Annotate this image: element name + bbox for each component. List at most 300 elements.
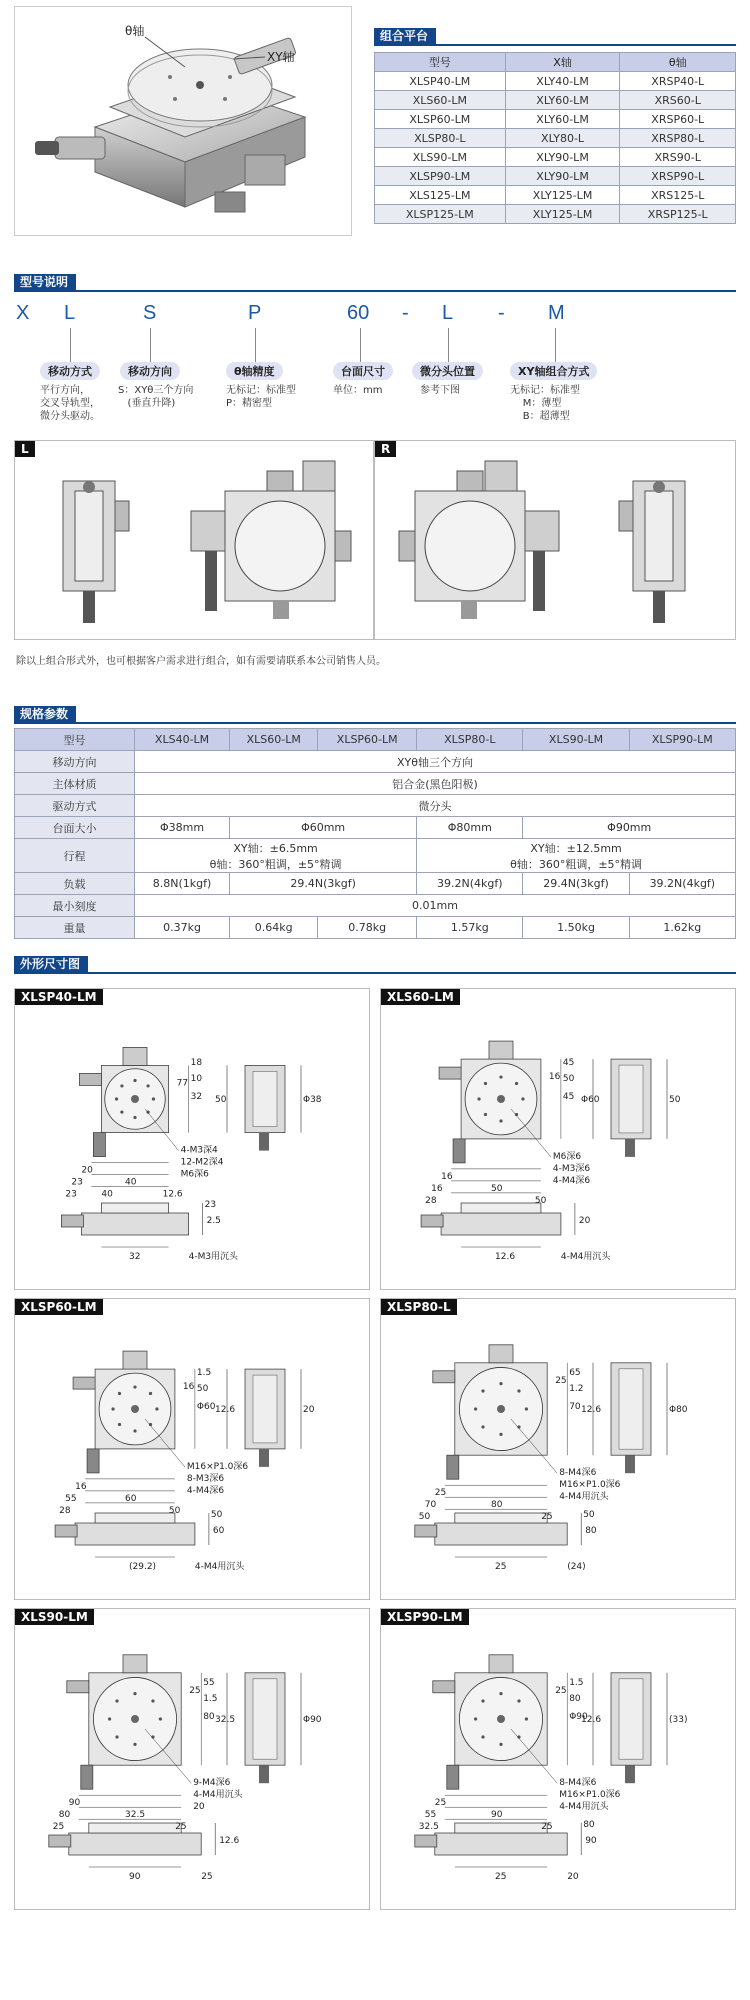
tapped-hole	[118, 1423, 121, 1426]
tapped-hole	[133, 1079, 136, 1082]
dimension-label: 80	[203, 1712, 215, 1722]
desc-move-method: 平行方向， 交叉导轨型， 微分头驱动。	[40, 385, 100, 422]
combo-table	[374, 52, 736, 224]
table-cell: 铝合金(黑色阳极)	[135, 773, 736, 795]
tapped-hole	[525, 1407, 528, 1410]
dimension-label: Φ80	[669, 1405, 688, 1415]
dimension-label: 77	[176, 1078, 189, 1089]
spec-col-header: XLS60-LM	[230, 729, 318, 751]
dimension-label: 4-M4用沉头	[560, 1252, 611, 1262]
dimension-panel-title: XLSP80-L	[381, 1299, 457, 1315]
micrometer-head	[447, 1455, 459, 1479]
dimension-label: 25	[434, 1798, 447, 1809]
theta-knob	[123, 1047, 147, 1065]
spec-title-underline	[14, 722, 736, 724]
side-detail	[619, 1369, 643, 1449]
table-row	[15, 751, 736, 773]
dimension-label: 2.5	[206, 1216, 221, 1226]
dimension-label: 80	[491, 1500, 503, 1511]
dimension-label: 45	[562, 1058, 575, 1068]
dimension-label: 20	[81, 1165, 93, 1176]
micrometer-head	[415, 1525, 437, 1537]
table-cell: Φ60mm	[230, 817, 417, 839]
micrometer-head	[447, 1765, 459, 1789]
connector-line	[360, 328, 361, 362]
spec-col-header: XLSP90-LM	[629, 729, 735, 751]
row-label: 重量	[15, 917, 135, 939]
dimension-label: M16×P1.0深6	[559, 1790, 621, 1801]
table-cell: 0.78kg	[318, 917, 417, 939]
dims-title-underline	[14, 972, 736, 974]
dimension-label: 25	[541, 1512, 553, 1523]
micrometer-head	[87, 1449, 99, 1473]
dimension-label: 12.6	[162, 1189, 183, 1200]
dimension-label: 12-M2深4	[180, 1157, 224, 1168]
dimension-label: 25	[555, 1375, 567, 1386]
table-cell: XLSP40-LM	[375, 72, 506, 91]
front-table	[455, 1823, 547, 1833]
dimension-label: 9-M4深6	[193, 1778, 231, 1789]
spec-table	[14, 728, 736, 939]
model-section-title: 型号说明	[14, 274, 76, 290]
dimension-label: 80	[585, 1526, 597, 1536]
tapped-hole	[499, 1075, 502, 1078]
dimension-drawing	[381, 989, 735, 1289]
table-cell: XLS125-LM	[375, 186, 506, 205]
tapped-hole	[517, 1389, 520, 1392]
dimension-drawing	[381, 1299, 735, 1599]
tapped-hole	[477, 1097, 480, 1100]
side-detail	[619, 1679, 643, 1759]
table-cell: XRSP90-L	[620, 167, 736, 186]
stage-front-view	[69, 1833, 201, 1855]
table-cell: Φ90mm	[523, 817, 736, 839]
product-image-box	[14, 6, 352, 236]
tapped-hole	[515, 1082, 518, 1085]
table-cell: Φ38mm	[135, 817, 230, 839]
dimension-label: 1.5	[196, 1368, 212, 1378]
dimension-label: 20	[303, 1405, 315, 1415]
stage-front-view	[435, 1523, 567, 1545]
dimension-label: 90	[585, 1836, 597, 1846]
dimension-label: Φ38	[303, 1095, 322, 1105]
combo-col-header: X轴	[505, 53, 620, 72]
tapped-hole	[474, 1407, 477, 1410]
spec-col-header: XLS90-LM	[523, 729, 629, 751]
micrometer-head	[439, 1067, 461, 1079]
dimension-label: 50	[491, 1183, 503, 1194]
tapped-hole	[484, 1082, 487, 1085]
table-row	[375, 72, 736, 91]
dimension-label: 40	[125, 1177, 137, 1188]
table-cell: 0.64kg	[230, 917, 318, 939]
dimension-label: 12.6	[581, 1715, 602, 1725]
table-cell: XLY40-LM	[505, 72, 620, 91]
table-cell: XRSP40-L	[620, 72, 736, 91]
table-row	[15, 895, 736, 917]
tapped-hole	[499, 1433, 502, 1436]
table-cell: 29.4N(3kgf)	[523, 873, 629, 895]
table-cell: XRS60-L	[620, 91, 736, 110]
desc-table-size: 单位：mm	[333, 385, 383, 396]
dimension-drawing	[381, 1609, 735, 1909]
xy-axis-label: XY轴	[267, 50, 295, 64]
dimension-label: 55	[203, 1678, 215, 1688]
micrometer-head	[93, 1133, 105, 1157]
dimension-label: 32	[190, 1092, 203, 1102]
connector-line	[255, 328, 256, 362]
table-cell: XRSP60-L	[620, 110, 736, 129]
spec-col-header: XLSP60-LM	[318, 729, 417, 751]
table-cell: XLY125-LM	[505, 205, 620, 224]
spec-col-header: XLSP80-L	[417, 729, 523, 751]
micrometer-head	[433, 1681, 455, 1693]
desc-xy-combination: 无标记：标准型 M：薄型 B：超薄型	[510, 385, 580, 422]
code-char-dash2: -	[498, 302, 505, 324]
tapped-hole	[521, 1097, 524, 1100]
micrometer-head	[259, 1765, 269, 1783]
stage-front-view	[75, 1523, 195, 1545]
stroke-b-theta: θ轴：360°粗调，±5°精调	[510, 857, 643, 871]
dimension-panel-title: XLSP90-LM	[381, 1609, 469, 1625]
micrometer-head	[625, 1455, 635, 1473]
micrometer-head	[67, 1681, 89, 1693]
dimension-label: 40	[101, 1189, 113, 1200]
table-cell	[417, 839, 736, 873]
dimension-label: 50	[168, 1505, 181, 1516]
row-label: 行程	[15, 839, 135, 873]
table-row	[15, 873, 736, 895]
tapped-hole	[146, 1084, 149, 1087]
dimension-label: Φ60	[581, 1095, 600, 1105]
center-hole	[131, 1095, 139, 1103]
micrometer-head	[453, 1139, 465, 1163]
dimension-label: 1.5	[203, 1694, 218, 1704]
dimension-label: 32	[129, 1252, 141, 1262]
dimension-label: 4-M3用沉头	[188, 1252, 239, 1262]
table-cell: 8.8N(1kgf)	[135, 873, 230, 895]
dimension-label: M16×P1.0深6	[559, 1480, 621, 1491]
tapped-hole	[149, 1392, 152, 1395]
tapped-hole	[118, 1392, 121, 1395]
code-char-l: L	[64, 302, 76, 324]
row-label: 最小刻度	[15, 895, 135, 917]
dimension-label: 25	[555, 1685, 567, 1696]
center-hole	[131, 1715, 139, 1723]
dimension-label: 8-M4深6	[559, 1778, 597, 1789]
dimension-label: Φ60	[196, 1402, 216, 1412]
tapped-hole	[108, 1717, 111, 1720]
code-char-dash1: -	[402, 302, 409, 324]
table-cell: XLY80-L	[505, 129, 620, 148]
spec-col-header: XLS40-LM	[135, 729, 230, 751]
table-cell: XLSP90-LM	[375, 167, 506, 186]
dimension-label: 4-M4深6	[552, 1175, 591, 1186]
combo-title-underline	[374, 44, 736, 46]
tapped-hole	[120, 1110, 123, 1113]
dimension-label: 4-M3深6	[552, 1163, 591, 1174]
table-cell: 0.37kg	[135, 917, 230, 939]
front-table	[461, 1203, 541, 1213]
connector-line	[70, 328, 71, 362]
dimension-label: (29.2)	[129, 1562, 157, 1572]
dimension-label: 50	[418, 1512, 431, 1523]
tapped-hole	[517, 1699, 520, 1702]
combination-note: 除以上组合形式外，也可根据客户需求进行组合，如有需要请联系本公司销售人员。	[16, 656, 386, 667]
table-cell: XLY60-LM	[505, 110, 620, 129]
table-row	[375, 110, 736, 129]
label-theta-precision: θ轴精度	[226, 362, 283, 380]
dimension-label: 50	[210, 1510, 223, 1520]
dimension-label: 4-M4用沉头	[559, 1802, 609, 1813]
dimension-label: 10	[190, 1074, 203, 1084]
dimension-label: 55	[65, 1493, 77, 1504]
dimension-label: 50	[562, 1074, 575, 1084]
dimension-label: 90	[68, 1798, 81, 1809]
table-row	[375, 148, 736, 167]
tapped-hole	[111, 1407, 114, 1410]
code-char-s: S	[143, 302, 157, 324]
dimension-label: 23	[71, 1177, 83, 1188]
dimension-panel-title: XLS90-LM	[15, 1609, 94, 1625]
stage-front-view	[435, 1833, 567, 1855]
dimension-label: 16	[548, 1072, 561, 1083]
center-hole	[497, 1715, 505, 1723]
row-label: 主体材质	[15, 773, 135, 795]
dimension-drawing	[15, 1299, 369, 1599]
dimension-label: 50	[583, 1510, 595, 1520]
micrometer-head	[81, 1765, 93, 1789]
table-row	[375, 186, 736, 205]
dimension-label: 18	[190, 1058, 203, 1068]
orientation-panel-l	[14, 440, 374, 640]
dimension-label: 70	[569, 1402, 581, 1412]
dimension-label: M16×P1.0深6	[186, 1461, 249, 1472]
stage-front-view	[441, 1213, 561, 1235]
theta-knob	[489, 1655, 513, 1673]
dimension-label: 1.5	[569, 1678, 584, 1688]
combo-section-title: 组合平台	[374, 28, 436, 44]
dimension-label: 45	[562, 1092, 575, 1102]
dimension-label: 12.6	[495, 1252, 516, 1262]
tapped-hole	[120, 1084, 123, 1087]
label-table-size: 台面尺寸	[333, 362, 393, 380]
tapped-hole	[155, 1407, 158, 1410]
table-cell: XYθ轴三个方向	[135, 751, 736, 773]
dimension-label: 8-M3深6	[186, 1473, 225, 1484]
row-label: 驱动方式	[15, 795, 135, 817]
theta-knob	[123, 1655, 147, 1673]
micrometer-head	[625, 1765, 635, 1783]
table-cell	[135, 839, 417, 873]
dimension-label: 4-M4用沉头	[193, 1790, 243, 1801]
side-detail	[619, 1065, 643, 1133]
dimension-label: 32.5	[418, 1822, 439, 1833]
micrometer-head	[79, 1073, 101, 1085]
micrometer-head	[259, 1449, 269, 1467]
orientation-r-drawing	[375, 441, 735, 639]
combo-col-header: θ轴	[620, 53, 736, 72]
tapped-hole	[115, 1699, 118, 1702]
label-micrometer-position: 微分头位置	[412, 362, 483, 380]
micrometer-head	[433, 1371, 455, 1383]
stage-front-view	[81, 1213, 188, 1235]
code-char-size: 60	[347, 302, 370, 324]
dimension-label: 25	[52, 1822, 65, 1833]
spec-section-title: 规格参数	[14, 706, 76, 722]
desc-theta-precision: 无标记：标准型 P：精密型	[226, 385, 296, 409]
row-label: 移动方向	[15, 751, 135, 773]
code-char-l2: L	[442, 302, 454, 324]
center-hole	[497, 1095, 505, 1103]
table-row	[375, 205, 736, 224]
dimension-label: 90	[129, 1872, 141, 1882]
dimension-label: 25	[201, 1872, 213, 1882]
dimension-label: 28	[425, 1195, 437, 1206]
table-cell: 1.62kg	[629, 917, 735, 939]
table-cell: Φ80mm	[417, 817, 523, 839]
dimension-panel-d4	[380, 1298, 736, 1600]
micrometer-head	[421, 1215, 443, 1227]
table-cell: 29.4N(3kgf)	[230, 873, 417, 895]
dimension-label: 32.5	[125, 1810, 146, 1821]
dimension-label: 50	[196, 1384, 209, 1394]
combo-col-header: 型号	[375, 53, 506, 72]
tapped-hole	[133, 1116, 136, 1119]
dimension-label: 12.6	[581, 1405, 602, 1415]
dimension-label: 60	[212, 1526, 225, 1536]
center-hole	[497, 1405, 505, 1413]
tapped-hole	[484, 1113, 487, 1116]
table-cell: XRS125-L	[620, 186, 736, 205]
micrometer-head	[73, 1377, 95, 1389]
front-table	[89, 1823, 181, 1833]
dimension-label: 80	[58, 1810, 71, 1821]
dimension-label: 50	[534, 1195, 547, 1206]
dimension-label: 4-M4深6	[186, 1485, 225, 1496]
dimension-label: (24)	[567, 1562, 586, 1572]
tapped-hole	[499, 1692, 502, 1695]
table-cell: 1.50kg	[523, 917, 629, 939]
dimension-label: 4-M4用沉头	[194, 1562, 245, 1572]
center-hole	[131, 1405, 139, 1413]
tapped-hole	[525, 1717, 528, 1720]
table-cell: XLY90-LM	[505, 167, 620, 186]
dimension-label: 25	[434, 1488, 447, 1499]
dimension-label: 70	[424, 1500, 437, 1511]
front-table	[455, 1513, 547, 1523]
table-row	[15, 795, 736, 817]
table-cell: XRSP125-L	[620, 205, 736, 224]
dimension-label: 50	[215, 1095, 227, 1105]
desc-move-direction: S：XYθ三个方向 (垂直升降)	[118, 385, 194, 409]
dimension-label: 80	[569, 1694, 581, 1704]
orientation-l-drawing	[15, 441, 373, 639]
tapped-hole	[133, 1429, 136, 1432]
dimension-label: 80	[583, 1820, 595, 1830]
table-cell: XLY90-LM	[505, 148, 620, 167]
table-cell: 微分头	[135, 795, 736, 817]
table-row	[15, 839, 736, 873]
dimension-label: 16	[75, 1481, 87, 1492]
dimension-label: Φ90	[569, 1712, 588, 1722]
dimension-label: 25	[189, 1685, 201, 1696]
tapped-hole	[481, 1425, 484, 1428]
table-cell: 1.57kg	[417, 917, 523, 939]
table-row	[15, 729, 736, 751]
table-cell: XLSP125-LM	[375, 205, 506, 224]
table-row	[15, 773, 736, 795]
code-char-x: X	[16, 302, 30, 324]
table-row	[15, 917, 736, 939]
dimension-label: 32.5	[215, 1715, 236, 1725]
table-row	[375, 167, 736, 186]
dimension-label: 1.2	[569, 1384, 584, 1394]
connector-line	[150, 328, 151, 362]
label-xy-combination: XY轴组合方式	[510, 362, 597, 380]
tapped-hole	[151, 1699, 154, 1702]
dimension-panel-title: XLS60-LM	[381, 989, 460, 1005]
dimension-label: 16	[431, 1183, 443, 1194]
dimension-label: 25	[541, 1822, 553, 1833]
dimension-label: 65	[569, 1368, 581, 1378]
dimension-panel-d6	[380, 1608, 736, 1910]
table-cell: XLY125-LM	[505, 186, 620, 205]
tapped-hole	[133, 1743, 136, 1746]
panel-l-title: L	[15, 441, 35, 457]
dimension-label: 8-M4深6	[559, 1468, 597, 1479]
dimension-label: M6深6	[552, 1151, 582, 1162]
tapped-hole	[499, 1119, 502, 1122]
stroke-a-xy: XY轴：±6.5mm	[233, 841, 318, 855]
dimension-label: 25	[495, 1872, 507, 1882]
table-cell: XLY60-LM	[505, 91, 620, 110]
dimension-label: 16	[441, 1171, 453, 1182]
table-row	[15, 817, 736, 839]
tapped-hole	[481, 1735, 484, 1738]
dimension-panel-d3	[14, 1298, 370, 1600]
tapped-hole	[499, 1743, 502, 1746]
dimension-label: 23	[204, 1200, 217, 1210]
dimension-drawing	[15, 989, 369, 1289]
row-label: 负载	[15, 873, 135, 895]
dimension-panel-title: XLSP40-LM	[15, 989, 103, 1005]
front-table	[101, 1203, 168, 1213]
table-cell: XLSP80-L	[375, 129, 506, 148]
micrometer-head	[415, 1835, 437, 1847]
side-detail	[253, 1375, 277, 1443]
table-cell: 0.01mm	[135, 895, 736, 917]
dimension-drawing	[15, 1609, 369, 1909]
xy-theta-stage-illustration	[15, 7, 351, 235]
panel-r-title: R	[375, 441, 396, 457]
dimension-label: 20	[578, 1216, 591, 1226]
dimension-label: 20	[193, 1802, 205, 1813]
dimension-label: 25	[175, 1822, 187, 1833]
dimension-label: 55	[424, 1810, 437, 1821]
table-cell: XRS90-L	[620, 148, 736, 167]
theta-knob	[489, 1345, 513, 1363]
model-title-underline	[14, 290, 736, 292]
micrometer-head	[259, 1133, 269, 1151]
label-move-direction: 移动方向	[120, 362, 180, 380]
tapped-hole	[133, 1692, 136, 1695]
table-row	[375, 91, 736, 110]
dimension-label: M6深6	[180, 1169, 209, 1180]
tapped-hole	[152, 1097, 155, 1100]
label-move-method: 移动方式	[40, 362, 100, 380]
table-row	[375, 129, 736, 148]
